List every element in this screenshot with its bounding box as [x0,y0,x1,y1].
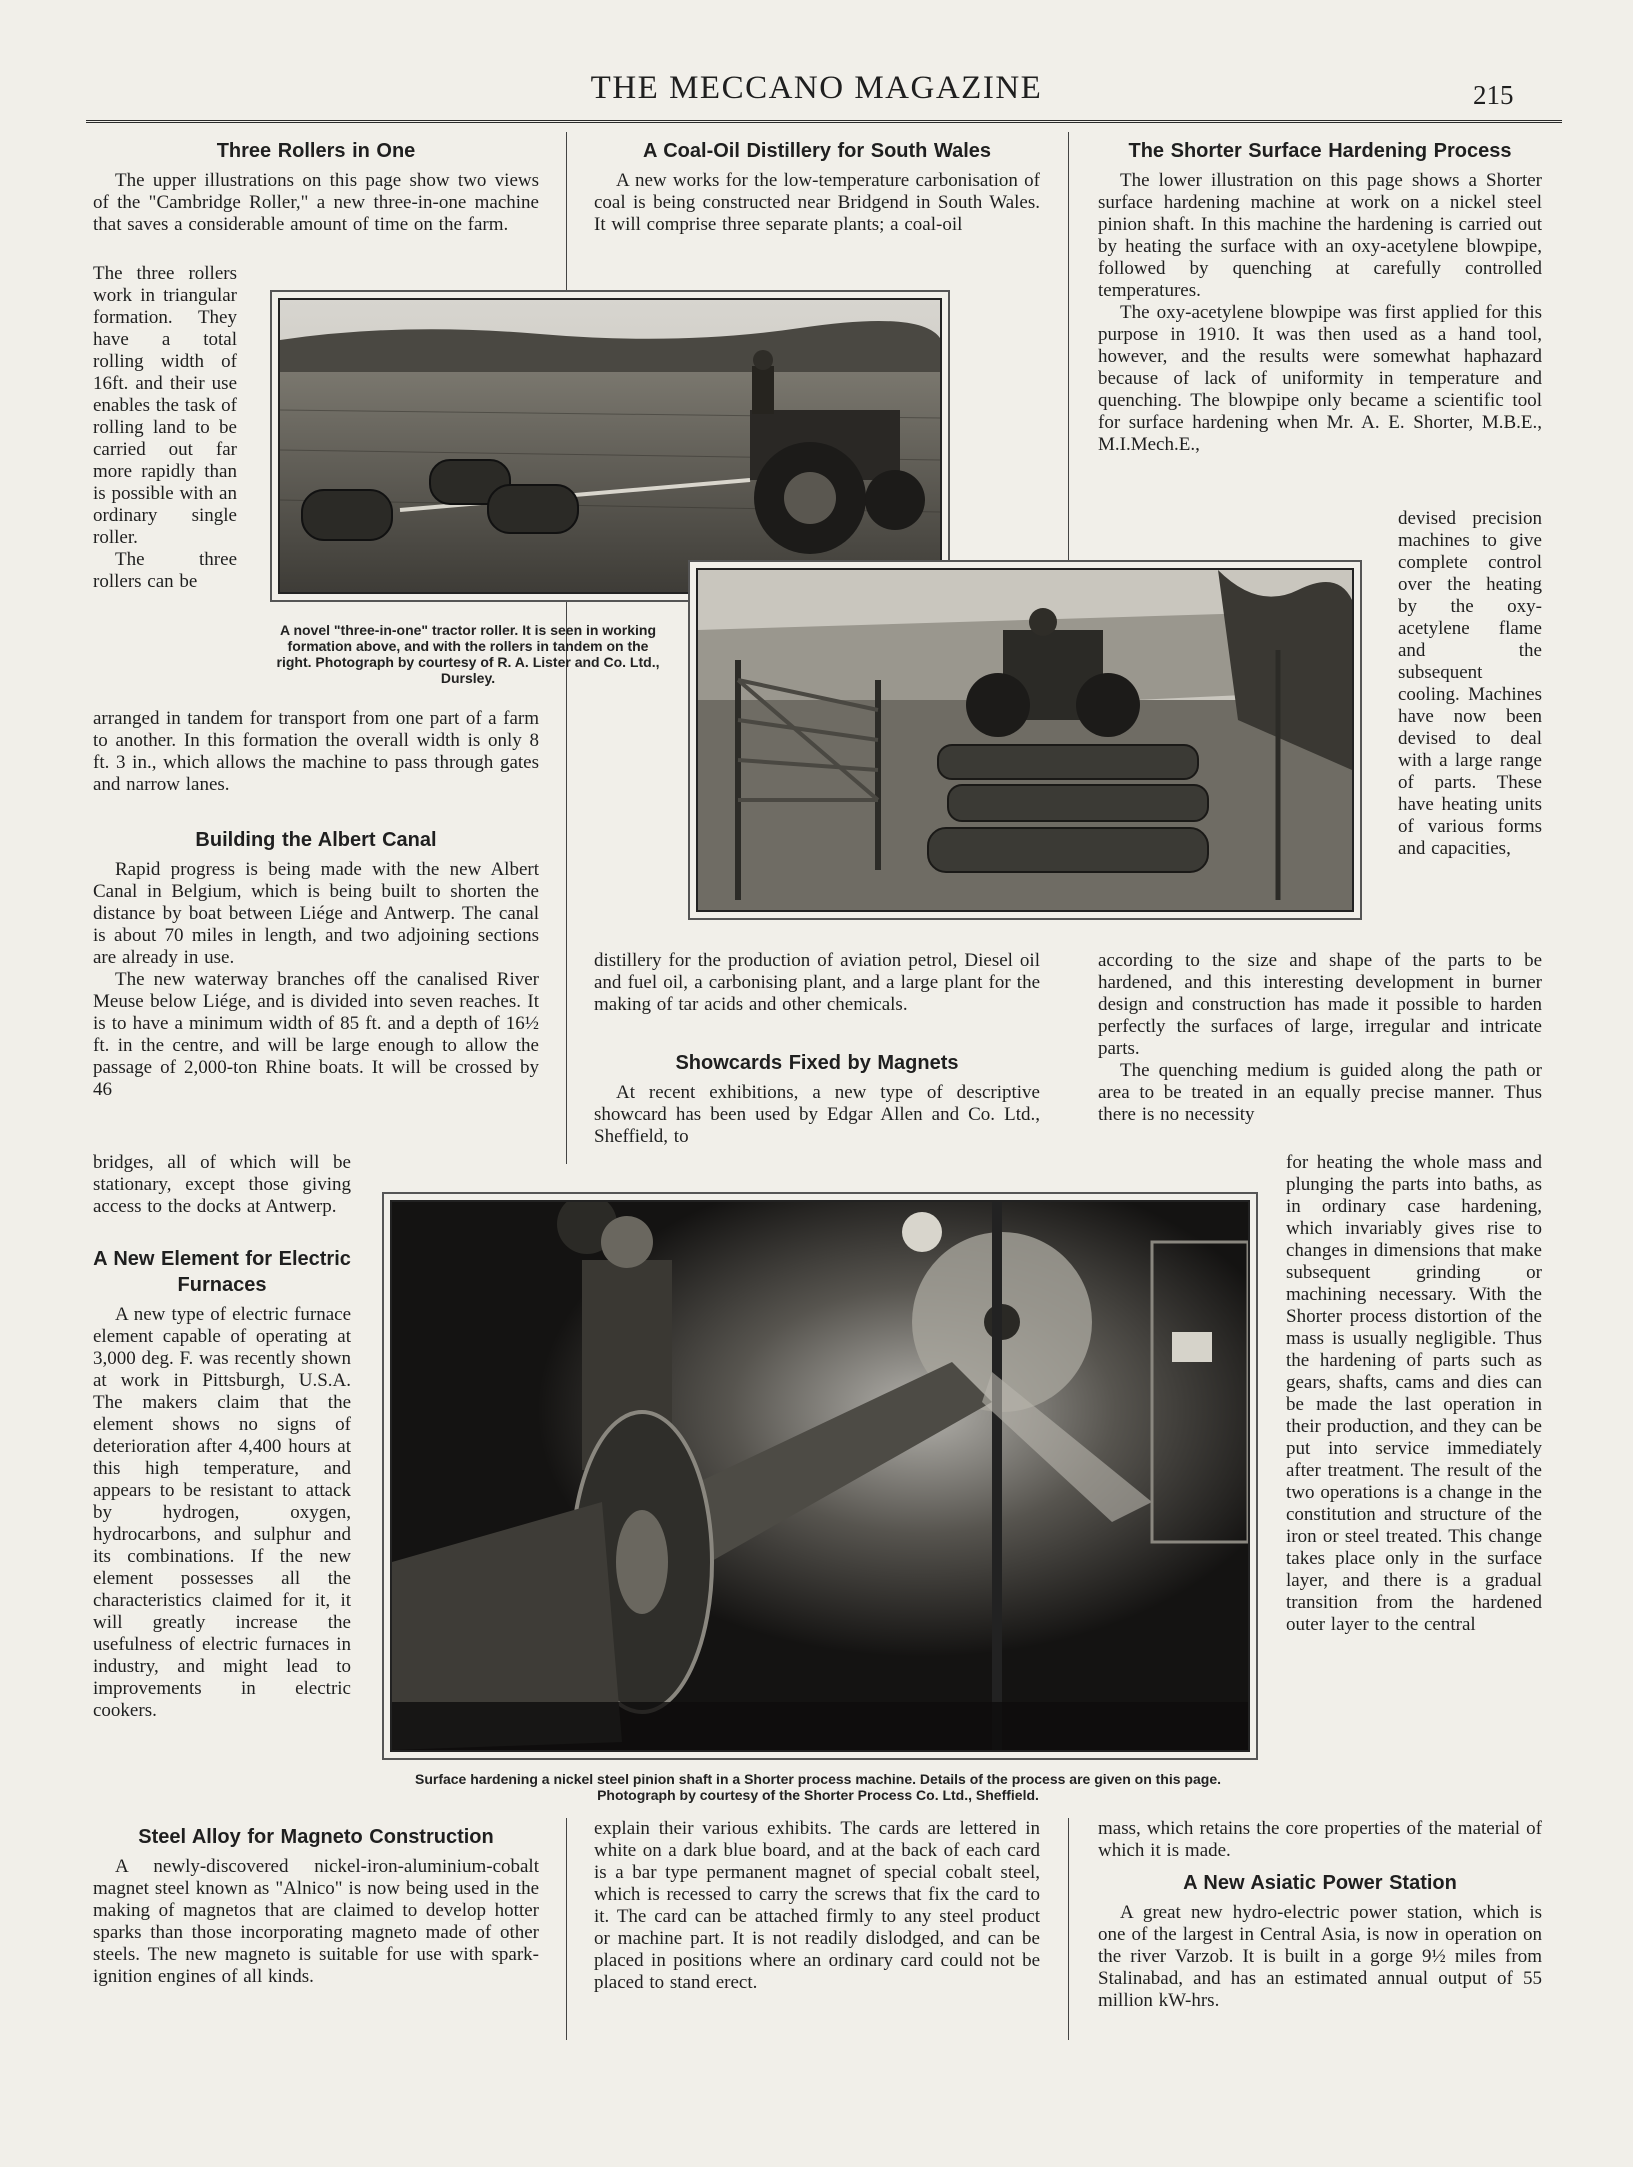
column-divider [1068,132,1069,562]
roller-photo-caption: A novel "three-in-one" tractor roller. It is seen in working formation above, and with the rollers in tandem on the right. Photograph by courtesy of R. A. Lister and Co. Ltd., Dursley. [276,622,660,686]
roller-tandem-photo [696,568,1354,912]
article-albert-canal-cont [93,1152,351,1218]
article-title: A New Element for Electric Furnaces [93,1248,351,1296]
article-title: Three Rollers in One [216,140,416,162]
article-albert-canal [93,827,539,1101]
article-title: Steel Alloy for Magneto Construction [138,1826,494,1848]
paragraph: distillery for the production of aviation petrol, Diesel oil and fuel oil, a carbonising plant, and a large plant for the making of tar acids and other chemicals. [594,950,1040,1015]
paragraph: for heating the whole mass and plunging the parts into baths, as in ordinary case hardening, which invariably gives rise to changes in dimensions that make subsequent grinding or machining necessary. With the Shorter process distortion of the mass is usually negligible. Thus the hardening of parts such as gears, shafts, cams and dies can be made the last operation in their production, and they can be put into service immediately after treatment. The result of the two operations is a change in the constitution and structure of the iron or steel treated. This change takes place only in the surface layer, and there is a gradual transition from the hardened outer layer to the central [1286,1152,1542,1635]
article-shorter-hardening [1098,138,1542,456]
paragraph: The upper illustrations on this page show two views of the "Cambridge Roller," a new three-in-one machine that saves a considerable amount of time on the farm. [93,170,539,235]
paragraph: explain their various exhibits. The cards are lettered in white on a dark blue board, and at the back of each card is a bar type permanent magnet of special cobalt steel, which is recessed to carry the screws that fix the card to it. The card can be attached firmly to any steel product or machine part. It is not readily dislodged, and can be placed in positions where an ordinary card could not be placed to stand erect. [594,1818,1040,1993]
article-shorter-hardening-end [1098,1818,1542,1862]
article-power-station [1098,1870,1542,2012]
article-magneto [93,1824,539,1988]
paragraph: arranged in tandem for transport from one part of a farm to another. In this formation the overall width is only 8 ft. 3 in., which allows the machine to pass through gates and narrow lanes. [93,708,539,795]
article-showcards [594,1050,1040,1148]
paragraph: A new works for the low-temperature carbonisation of coal is being constructed near Bridgend in South Wales. It will comprise three separate plants; a coal-oil [594,170,1040,235]
paragraph: bridges, all of which will be stationary, except those giving access to the docks at Antwerp. [93,1152,351,1217]
magazine-title: THE MECCANO MAGAZINE [590,70,1043,106]
article-shorter-hardening-narrow [1398,508,1542,860]
hardening-photo-caption: Surface hardening a nickel steel pinion shaft in a Shorter process machine. Details of the process are given on this page. Photograph by courtesy of the Shorter Process Co. Ltd., Sheffield. [414,1771,1221,1803]
paragraph: A new type of electric furnace element capable of operating at 3,000 deg. F. was recently shown at work in Pittsburgh, U.S.A. The makers claim that the element shows no signs of deterioration after 4,400 hours at this high temperature, and appears to be resistant to attack by hydrogen, oxygen, hydrocarbons, and sulphur and its combinations. If the new element possesses all the characteristics claimed for it, it will greatly increase the usefulness of electric furnaces in industry, and might lead to improvements in electric cookers. [93,1304,351,1721]
paragraph: devised precision machines to give complete control over the heating by the oxy-acetylene flame and the subsequent cooling. Machines have now been devised to deal with a large range of parts. These have heating units of various forms and capacities, [1398,508,1542,859]
paragraph: The lower illustration on this page shows a Shorter surface hardening machine at work on a nickel steel pinion shaft. In this machine the hardening is carried out by heating the surface with an oxy-acetylene blowpipe, followed by quenching at carefully controlled temperatures. [1098,170,1542,301]
page-number: 215 [1473,80,1514,110]
paragraph: The quenching medium is guided along the path or area to be treated in an equally precise manner. Thus there is no necessity [1098,1060,1542,1125]
roller-working-photo [278,298,942,594]
article-three-rollers-cont [93,708,539,796]
article-electric-furnaces [93,1246,351,1722]
article-title: Building the Albert Canal [195,829,437,851]
paragraph: A great new hydro-electric power station, which is one of the largest in Central Asia, is now in operation on the river Varzob. It is built in a gorge 9½ miles from Stalinabad, and has an estimated annual output of 55 million kW-hrs. [1098,1902,1542,2011]
article-shorter-hardening-cont [1098,950,1542,1126]
article-title: A New Asiatic Power Station [1183,1872,1457,1894]
article-showcards-cont [594,1818,1040,1994]
article-title: A Coal-Oil Distillery for South Wales [642,140,991,162]
article-three-rollers-narrow [93,263,237,593]
article-coal-oil-cont [594,950,1040,1016]
hardening-machine-photo [390,1200,1250,1752]
article-title: The Shorter Surface Hardening Process [1128,140,1512,162]
article-coal-oil [594,138,1040,236]
paragraph: according to the size and shape of the parts to be hardened, and this interesting development in burner design and construction has made it possible to harden perfectly the surfaces of large, irregular and intricate parts. [1098,950,1542,1059]
paragraph: At recent exhibitions, a new type of descriptive showcard has been used by Edgar Allen and Co. Ltd., Sheffield, to [594,1082,1040,1147]
article-shorter-hardening-narrow2 [1286,1152,1542,1636]
paragraph: The new waterway branches off the canalised River Meuse below Liége, and is divided into seven reaches. It is to have a minimum width of 85 ft. and a depth of 16½ ft. in the centre, and will be large enough to allow the passage of 2,000-ton Rhine boats. It will be crossed by 46 [93,969,539,1100]
paragraph: Rapid progress is being made with the new Albert Canal in Belgium, which is being built to shorten the distance by boat between Liége and Antwerp. The canal is about 70 miles in length, and two adjoining sections are already in use. [93,859,539,968]
header-rule [86,120,1562,123]
article-three-rollers [93,138,539,236]
article-title: Showcards Fixed by Magnets [675,1052,959,1074]
column-divider [566,1818,567,2040]
column-divider [1068,1818,1069,2040]
paragraph: The three rollers work in triangular formation. They have a total rolling width of 16ft. and their use enables the task of rolling land to be carried out far more rapidly than is possible with an ordinary single roller. [93,263,237,548]
paragraph: The oxy-acetylene blowpipe was first applied for this purpose in 1910. It was then used as a hand tool, however, and the results were somewhat haphazard because of lack of uniformity in temperature and quenching. The blowpipe only became a scientific tool for surface hardening when Mr. A. E. Shorter, M.B.E., M.I.Mech.E., [1098,302,1542,455]
paragraph: A newly-discovered nickel-iron-aluminium-cobalt magnet steel known as "Alnico" is now being used in the making of magnetos that are claimed to develop hotter sparks than those incorporating magneto made of other steels. The new magneto is suitable for use with spark-ignition engines of all kinds. [93,1856,539,1987]
paragraph: mass, which retains the core properties of the material of which it is made. [1098,1818,1542,1861]
paragraph: The three rollers can be [93,549,237,592]
